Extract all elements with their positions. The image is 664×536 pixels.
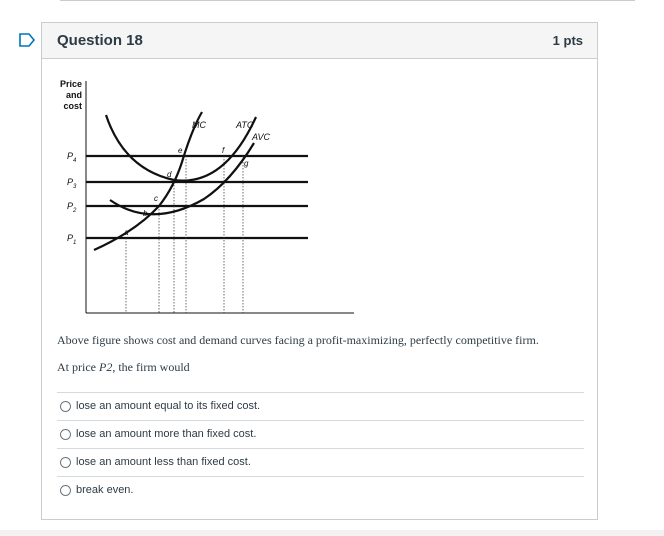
- y-axis-label-line3: cost: [63, 101, 82, 111]
- answer-option-3[interactable]: [57, 448, 584, 476]
- svg-text:P2: $P_2$: [67, 201, 77, 214]
- answer-label: lose an amount less than fixed cost.: [76, 456, 251, 468]
- answer-label: break even.: [76, 484, 134, 496]
- point-label-b: b: [143, 209, 148, 218]
- radio-button[interactable]: [60, 457, 71, 468]
- cost-curve-figure: [56, 77, 376, 322]
- point-label-e: e: [178, 146, 183, 155]
- cost-curve-graph: [56, 77, 376, 322]
- radio-button[interactable]: [60, 401, 71, 412]
- question-prompt: At price P2, the firm would: [57, 360, 190, 374]
- question-header: [42, 23, 597, 59]
- flag-question-icon[interactable]: [18, 32, 36, 48]
- avc-label: AVC: [252, 132, 271, 142]
- answer-list: [57, 392, 584, 504]
- question-points: 1 pts: [552, 33, 583, 48]
- answer-option-2[interactable]: [57, 420, 584, 448]
- radio-button[interactable]: [60, 485, 71, 496]
- answer-label: lose an amount more than fixed cost.: [76, 428, 257, 440]
- y-axis-label-line2: and: [65, 90, 82, 100]
- price-label-p1: P: [67, 233, 74, 243]
- answer-label: lose an amount equal to its fixed cost.: [76, 400, 261, 412]
- point-label-a: a: [124, 228, 129, 237]
- price-label-p3: P: [67, 177, 74, 187]
- point-label-d: d: [167, 170, 172, 179]
- y-axis-label-line1: Price: [59, 79, 82, 89]
- radio-button[interactable]: [60, 429, 71, 440]
- price-label-p4: P: [67, 151, 74, 161]
- mc-label: MC: [192, 120, 206, 130]
- point-label-c: c: [154, 194, 158, 203]
- svg-text:P4: $P_4$: [67, 151, 77, 164]
- question-title: Question 18: [57, 32, 143, 49]
- price-tick-labels: [67, 151, 77, 246]
- question-card: [41, 22, 598, 520]
- svg-text:P3: $P_3$: [67, 177, 77, 190]
- top-divider: [60, 0, 635, 1]
- atc-label: ATC: [236, 120, 254, 130]
- answer-option-4[interactable]: [57, 476, 584, 504]
- answer-option-1[interactable]: [57, 392, 584, 420]
- point-label-g: g: [244, 159, 249, 168]
- bottom-strip: [0, 530, 664, 536]
- svg-text:P1: $P_1$: [67, 233, 77, 246]
- point-label-f: f: [222, 146, 225, 155]
- price-label-p2: P: [67, 201, 74, 211]
- prompt-price: P2: [98, 360, 113, 374]
- question-statement: Above figure shows cost and demand curves facing a profit-maximizing, perfectly competitive firm.: [57, 333, 539, 347]
